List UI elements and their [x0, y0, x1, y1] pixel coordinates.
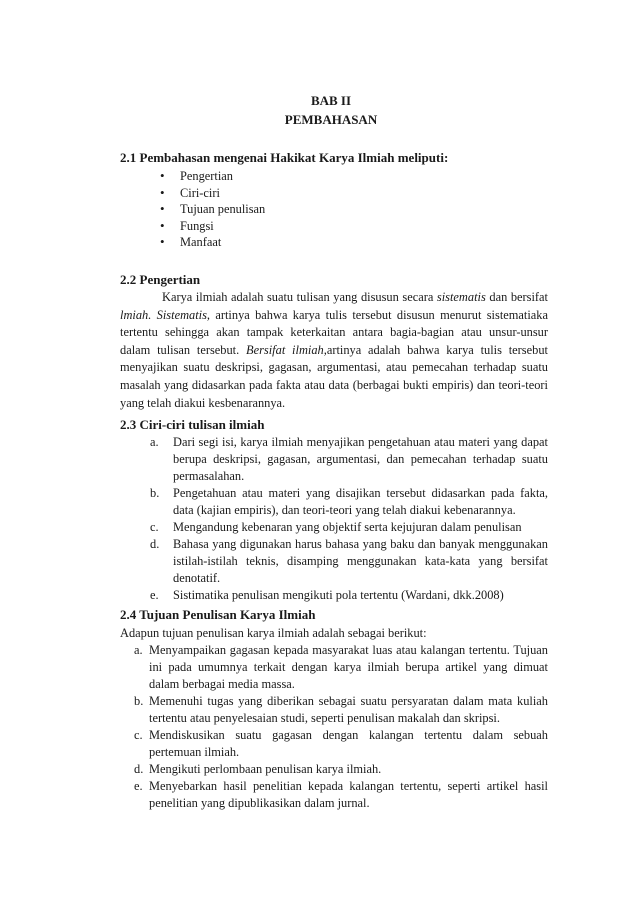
list-item [134, 761, 548, 778]
list-item-text: Sistimatika penulisan mengikuti pola tertentu (Wardani, dkk.2008) [173, 588, 504, 602]
paragraph-text: dan bersifat [489, 290, 548, 304]
section-2-1-list [160, 168, 265, 251]
section-2-3-list [150, 434, 548, 604]
list-item [150, 434, 548, 485]
list-item-text: Menyampaikan gagasan kepada masyarakat luas atau kalangan tertentu. Tujuan ini pada umumnya terkait dengan karya ilmiah berupa artikel yang dimuat dalam berbagai media massa. [149, 643, 548, 691]
list-item: • Ciri-ciri [160, 185, 265, 202]
list-item-text: Mengandung kebenaran yang objektif serta kejujuran dalam penulisan [173, 520, 522, 534]
chapter-title: PEMBAHASAN [284, 112, 378, 127]
section-2-2-paragraph [120, 289, 548, 412]
section-2-4-intro: Adapun tujuan penulisan karya ilmiah adalah sebagai berikut: [120, 626, 427, 640]
list-marker: b. [150, 486, 160, 500]
paragraph-text: artinya bahwa karya tulis tersebut disusun menurut sistematiaka tertentu sehingga akan tampak keterkaitan antara bagia-bagian atau unsur-unsur dalam tulisan tersebut. [120, 307, 548, 357]
list-item: • Pengertian [160, 168, 265, 185]
list-marker: c. [150, 520, 159, 534]
list-item-text: Mendiskusikan suatu gagasan dengan kalangan tertentu dalam sebuah pertemuan ilmiah. [149, 728, 548, 759]
list-marker: a. [150, 435, 159, 449]
list-marker: c. [134, 728, 143, 742]
list-marker: d. [134, 762, 144, 776]
emphasis-bersifat-ilmiah: Bersifat ilmiah, [246, 342, 327, 357]
list-item [134, 693, 548, 727]
list-item: • Manfaat [160, 234, 265, 251]
emphasis-sistematis: sistematis [436, 290, 486, 304]
list-item [150, 519, 548, 536]
paragraph-text: Karya ilmiah adalah suatu tulisan yang disusun secara [162, 290, 434, 304]
chapter-number: BAB II [310, 93, 352, 108]
list-item [150, 536, 548, 587]
list-item: • Fungsi [160, 218, 265, 235]
section-2-2-heading: 2.2 Pengertian [120, 272, 201, 287]
list-marker: e. [150, 588, 159, 602]
paragraph-text: artinya adalah bahwa karya tulis tersebut menyajikan suatu deskripsi, gagasan, argumentasi, atau pemecahan terhadap suatu masalah yang didasarkan pada fakta atau data (berbagai bukti empiris) dan teori-teori yang telah diakui kesbenarannya. [120, 342, 548, 410]
list-marker: b. [134, 694, 144, 708]
list-marker: d. [150, 537, 160, 551]
list-item [134, 778, 548, 812]
list-item-text: Bahasa yang digunakan harus bahasa yang baku dan banyak menggunakan istilah-istilah teknis, disamping menggunakan kata-kata yang bersifat denotatif. [173, 537, 548, 585]
list-item [150, 587, 548, 604]
list-item-text: Mengikuti perlombaan penulisan karya ilmiah. [149, 762, 382, 776]
list-item-text: Pengetahuan atau materi yang disajikan tersebut didasarkan pada fakta, data (kajian empiris), dan teori-teori yang telah diakui kebenarannya. [173, 486, 548, 517]
list-item [134, 642, 548, 693]
emphasis-ilmiah-sistematis: lmiah. Sistematis, [120, 307, 211, 322]
list-item: • Tujuan penulisan [160, 201, 265, 218]
list-item-text: Menyebarkan hasil penelitian kepada kalangan tertentu, seperti artikel hasil penelitian yang dipublikasikan dalam jurnal. [149, 779, 548, 810]
list-item-text: Memenuhi tugas yang diberikan sebagai suatu persyaratan dalam mata kuliah tertentu atau penyelesaian studi, seperti penulisan makalah dan skripsi. [149, 694, 548, 725]
section-2-4-heading: 2.4 Tujuan Penulisan Karya Ilmiah [120, 607, 316, 622]
section-2-4-list [134, 642, 548, 812]
list-item [134, 727, 548, 761]
section-2-1-heading: 2.1 Pembahasan mengenai Hakikat Karya Ilmiah meliputi: [120, 150, 449, 165]
list-item [150, 485, 548, 519]
list-item-text: Dari segi isi, karya ilmiah menyajikan pengetahuan atau materi yang dapat berupa deskripsi, gagasan, argumentasi, dan pemecahan terhadap suatu permasalahan. [173, 435, 548, 483]
section-2-3-heading: 2.3 Ciri-ciri tulisan ilmiah [120, 417, 265, 432]
list-marker: e. [134, 779, 143, 793]
list-marker: a. [134, 643, 143, 657]
